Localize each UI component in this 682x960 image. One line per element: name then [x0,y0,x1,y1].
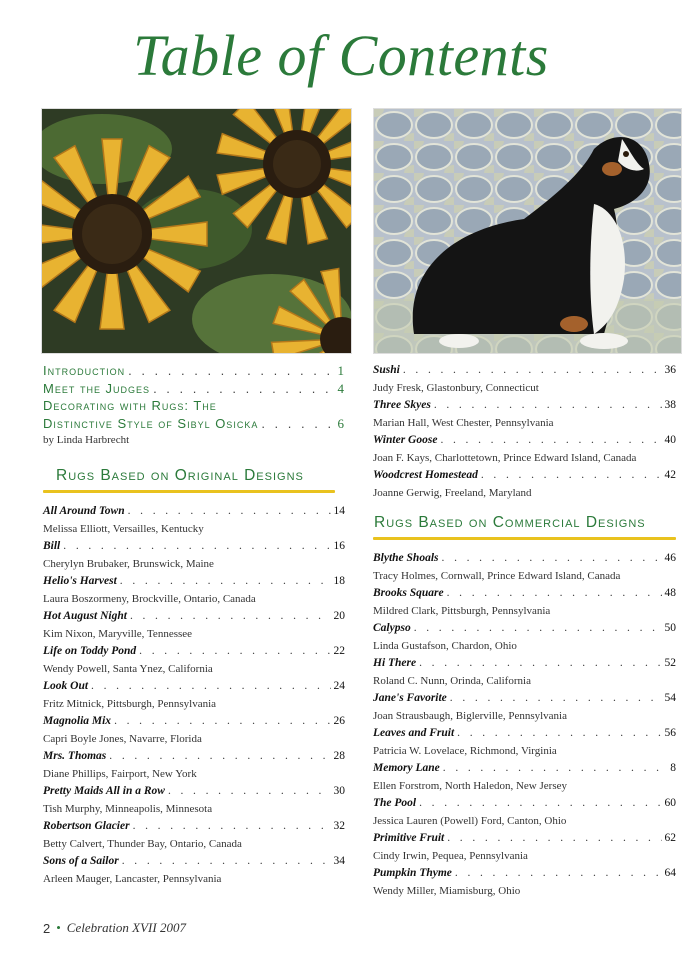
entry-title: Mrs. Thomas [43,750,107,762]
sunflower-rug-photo [41,108,352,354]
toc-entry[interactable] [43,748,345,783]
toc-label: Distinctive Style of Sibyl Osicka [43,415,259,431]
toc-row-meet-the-judges[interactable] [43,380,345,398]
toc-entry[interactable] [373,830,676,865]
entry-title: Jane's Favorite [373,692,447,704]
entry-maker: Tish Murphy, Minneapolis, Minnesota [43,802,213,815]
entry-list-original [43,503,345,888]
leader-dots [434,397,662,415]
entry-page-number: 8 [670,762,676,774]
toc-entry[interactable] [373,550,676,585]
left-column [43,362,345,888]
entry-title: All Around Town [43,505,125,517]
entry-title-row[interactable] [373,725,676,743]
leader-dots [153,380,334,398]
entry-title-row[interactable] [43,538,345,556]
entry-maker: Laura Boszormeny, Brockville, Ontario, Canada [43,592,256,605]
entry-title-row[interactable] [373,690,676,708]
entry-page-number: 22 [333,645,345,657]
toc-entry[interactable] [373,655,676,690]
leader-dots [91,678,330,696]
entry-maker: Joanne Gerwig, Freeland, Maryland [373,486,532,499]
toc-entry[interactable] [373,620,676,655]
entry-page-number: 38 [664,399,676,411]
leader-dots [447,585,662,603]
entry-page-number: 54 [664,692,676,704]
entry-title-row[interactable] [373,362,676,380]
entry-title: Look Out [43,680,89,692]
leader-dots [447,830,661,848]
leader-dots [457,725,661,743]
entry-maker: Cherylyn Brubaker, Brunswick, Maine [43,557,214,570]
leader-dots [419,655,661,673]
entry-maker: Kim Nixon, Maryville, Tennessee [43,627,193,640]
entry-page-number: 64 [664,867,676,879]
entry-maker: Joan Strausbaugh, Biglerville, Pennsylvania [373,709,567,722]
entry-page-number: 52 [664,657,676,669]
leader-dots [122,853,331,871]
entry-maker: Linda Gustafson, Chardon, Ohio [373,639,517,652]
toc-entry[interactable] [43,713,345,748]
entry-page-number: 42 [664,469,676,481]
leader-dots [481,467,662,485]
entry-title-row[interactable] [43,573,345,591]
entry-title: Pretty Maids All in a Row [43,785,165,797]
toc-row-decorating[interactable] [43,397,345,415]
entry-page-number: 20 [333,610,345,622]
entry-page-number: 40 [664,434,676,446]
toc-entry[interactable] [43,538,345,573]
leader-dots [128,362,334,380]
footer-bullet: • [56,920,61,935]
entry-page-number: 48 [664,587,676,599]
entry-title-row[interactable] [43,853,345,871]
leader-dots [455,865,662,883]
folio-page-number: 2 [43,920,51,936]
entry-title-row[interactable] [373,432,676,450]
entry-title: Calypso [373,622,411,634]
entry-maker: Cindy Irwin, Pequea, Pennsylvania [373,849,528,862]
entry-page-number: 36 [664,364,676,376]
entry-maker: Wendy Miller, Miamisburg, Ohio [373,884,521,897]
toc-entry[interactable] [373,397,676,432]
section-divider [43,490,335,493]
leader-dots [261,415,334,433]
entry-maker: Fritz Mitnick, Pittsburgh, Pennsylvania [43,697,217,710]
entry-maker: Ellen Forstrom, North Haledon, New Jersey [373,779,567,792]
dog-rug-photo [373,108,682,354]
leader-dots [419,795,661,813]
entry-title-row[interactable] [373,550,676,568]
toc-label: Meet the Judges [43,380,151,396]
entry-title: Hi There [373,657,417,669]
toc-entry[interactable] [43,818,345,853]
entry-title: Primitive Fruit [373,832,445,844]
entry-title-row[interactable] [373,397,676,415]
toc-entry[interactable] [43,853,345,888]
entry-title-row[interactable] [373,467,676,485]
entry-title: Woodcrest Homestead [373,469,478,481]
entry-page-number: 34 [333,855,345,867]
entry-title-row[interactable] [373,795,676,813]
leader-dots [120,573,331,591]
leader-dots [133,818,331,836]
entry-page-number: 14 [333,505,345,517]
entry-title-row[interactable] [43,678,345,696]
entry-title: Leaves and Fruit [373,727,455,739]
entry-maker: Jessica Lauren (Powell) Ford, Canton, Ohio [373,814,567,827]
entry-page-number: 16 [333,540,345,552]
toc-entry[interactable] [373,865,676,900]
entry-list-original-continued [373,362,676,502]
toc-entry[interactable] [373,362,676,397]
entry-page-number: 62 [664,832,676,844]
section-divider [373,537,676,540]
leader-dots [403,362,662,380]
entry-title-row[interactable] [43,608,345,626]
entry-maker: Roland C. Nunn, Orinda, California [373,674,531,687]
entry-maker: Tracy Holmes, Cornwall, Prince Edward Island, Canada [373,569,621,582]
entry-title: Brooks Square [373,587,444,599]
toc-entry[interactable] [373,585,676,620]
entry-title: Pumpkin Thyme [373,867,452,879]
entry-title-row[interactable] [373,655,676,673]
section-heading-original: Rugs Based on Original Designs [56,467,304,484]
article-byline: by Linda Harbrecht [43,434,130,446]
entry-maker: Melissa Elliott, Versailles, Kentucky [43,522,204,535]
leader-dots [450,690,662,708]
toc-entry[interactable] [43,573,345,608]
leader-dots [130,608,331,626]
entry-title-row[interactable] [43,713,345,731]
entry-title-row[interactable] [43,748,345,766]
entry-title: Sons of a Sailor [43,855,119,867]
entry-maker: Capri Boyle Jones, Navarre, Florida [43,732,202,745]
entry-title: Sushi [373,364,400,376]
entry-title: Memory Lane [373,762,440,774]
entry-page-number: 30 [333,785,345,797]
page-title: Table of Contents [133,23,549,88]
entry-maker: Wendy Powell, Santa Ynez, California [43,662,213,675]
toc-entry[interactable] [43,678,345,713]
entry-title: Bill [43,540,61,552]
entry-maker: Diane Phillips, Fairport, New York [43,767,197,780]
entry-maker: Judy Fresk, Glastonbury, Connecticut [373,381,539,394]
entry-maker: Joan F. Kays, Charlottetown, Prince Edward Island, Canada [373,451,637,464]
entry-page-number: 46 [664,552,676,564]
entry-page-number: 18 [333,575,345,587]
entry-title: Life on Toddy Pond [43,645,137,657]
entry-maker: Marian Hall, West Chester, Pennsylvania [373,416,554,429]
leader-dots [443,760,667,778]
entry-page-number: 60 [664,797,676,809]
entry-title-row[interactable] [373,830,676,848]
entry-page-number: 28 [333,750,345,762]
entry-maker: Patricia W. Lovelace, Richmond, Virginia [373,744,557,757]
entry-title: The Pool [373,797,417,809]
toc-entry[interactable] [43,783,345,818]
leader-dots [63,538,330,556]
entry-page-number: 50 [664,622,676,634]
toc-page-number: 6 [337,415,345,431]
toc-label: Introduction [43,363,126,378]
toc-entry[interactable] [373,795,676,830]
toc-entry[interactable] [373,467,676,502]
toc-label: Decorating with Rugs: The [43,398,217,413]
entry-title: Magnolia Mix [43,715,112,727]
leader-dots [109,748,330,766]
entry-title-row[interactable] [43,643,345,661]
entry-title-row[interactable] [373,585,676,603]
toc-entry[interactable] [373,690,676,725]
entry-maker: Mildred Clark, Pittsburgh, Pennsylvania [373,604,551,617]
entry-maker: Arleen Mauger, Lancaster, Pennsylvania [43,872,222,885]
entry-title-row[interactable] [373,760,676,778]
toc-entry[interactable] [373,760,676,795]
publication-name: Celebration XVII 2007 [66,920,186,935]
entry-title-row[interactable] [373,865,676,883]
leader-dots [114,713,330,731]
toc-entry[interactable] [43,643,345,678]
entry-title-row[interactable] [43,783,345,801]
leader-dots [139,643,330,661]
toc-entry[interactable] [373,432,676,467]
entry-page-number: 26 [333,715,345,727]
toc-entry[interactable] [373,725,676,760]
entry-title: Blythe Shoals [373,552,439,564]
leader-dots [440,432,661,450]
leader-dots [442,550,662,568]
leader-dots [414,620,662,638]
entry-maker: Betty Calvert, Thunder Bay, Ontario, Canada [43,837,242,850]
entry-title: Hot August Night [43,610,127,622]
entry-page-number: 56 [664,727,676,739]
entry-list-commercial [373,550,676,900]
toc-page-number: 4 [337,380,345,396]
page-footer [43,920,186,936]
entry-title-row[interactable] [43,503,345,521]
entry-title: Winter Goose [373,434,438,446]
right-column [373,362,676,900]
entry-page-number: 24 [333,680,345,692]
entry-title: Three Skyes [373,399,431,411]
entry-page-number: 32 [333,820,345,832]
entry-title: Robertson Glacier [43,820,130,832]
leader-dots [128,503,331,521]
leader-dots [168,783,331,801]
toc-entry[interactable] [43,608,345,643]
entry-title: Helio's Harvest [43,575,117,587]
entry-title-row[interactable] [373,620,676,638]
toc-page-number: 1 [337,363,345,378]
toc-row-introduction[interactable] [43,362,345,380]
toc-row-distinctive-style[interactable] [43,415,345,433]
section-heading-commercial: Rugs Based on Commercial Designs [374,514,646,531]
toc-entry[interactable] [43,503,345,538]
entry-title-row[interactable] [43,818,345,836]
